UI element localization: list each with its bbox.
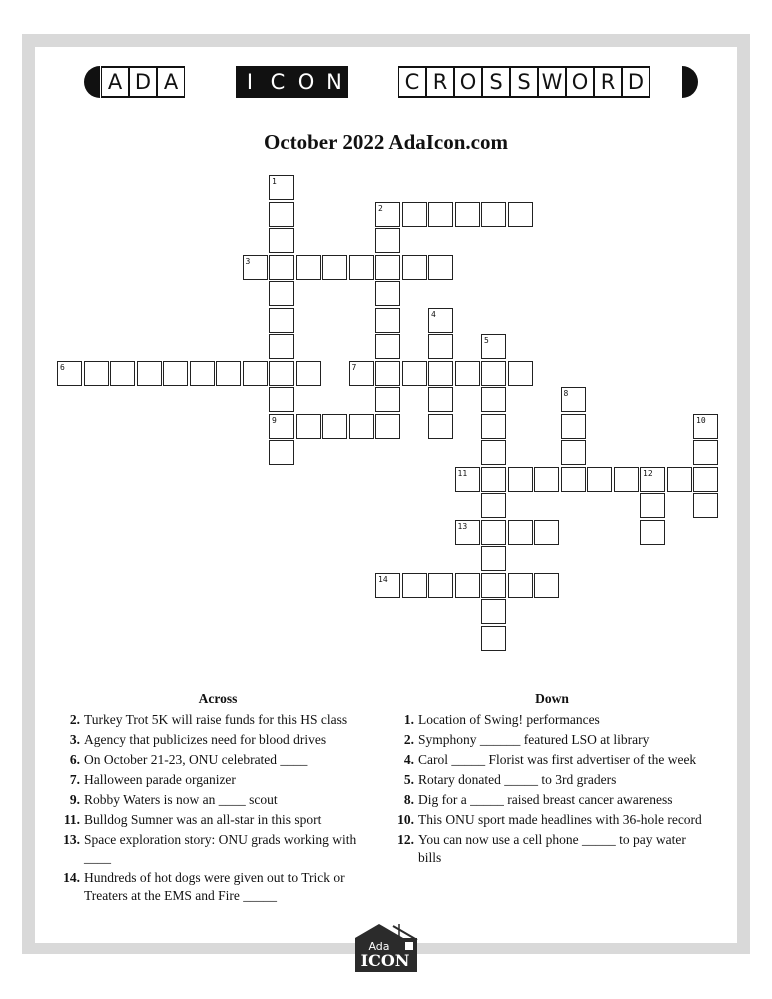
cell-number: 14 bbox=[378, 574, 388, 584]
down-heading: Down bbox=[535, 691, 569, 706]
banner-letter: D bbox=[130, 68, 156, 96]
banner-letter: C bbox=[399, 68, 425, 96]
clue-number: 3. bbox=[69, 732, 80, 747]
crossword-cell[interactable] bbox=[508, 520, 533, 545]
crossword-cell[interactable] bbox=[693, 414, 718, 439]
clue-number: 13. bbox=[63, 832, 80, 847]
crossword-cell[interactable] bbox=[455, 361, 480, 386]
crossword-cell[interactable] bbox=[534, 573, 559, 598]
crossword-cell[interactable] bbox=[269, 308, 294, 333]
clue-number: 6. bbox=[69, 752, 80, 767]
down-clue bbox=[392, 811, 712, 829]
crossword-cell[interactable] bbox=[402, 361, 427, 386]
crossword-cell[interactable] bbox=[428, 361, 453, 386]
crossword-cell[interactable] bbox=[640, 520, 665, 545]
crossword-cell[interactable] bbox=[269, 387, 294, 412]
crossword-cell[interactable] bbox=[269, 414, 294, 439]
banner-letter: S bbox=[483, 68, 509, 96]
crossword-cell[interactable] bbox=[57, 361, 82, 386]
crossword-cell[interactable] bbox=[428, 573, 453, 598]
crossword-cell[interactable] bbox=[481, 520, 506, 545]
clue-text: Agency that publicizes need for blood drives bbox=[84, 732, 327, 747]
banner-letter: W bbox=[539, 68, 565, 96]
crossword-cell[interactable] bbox=[375, 308, 400, 333]
clue-text: Bulldog Sumner was an all-star in this sport bbox=[84, 812, 322, 827]
clue-text: Robby Waters is now an ____ scout bbox=[84, 792, 278, 807]
crossword-cell[interactable] bbox=[561, 440, 586, 465]
crossword-cell[interactable] bbox=[269, 334, 294, 359]
clue-text: Location of Swing! performances bbox=[418, 712, 600, 727]
crossword-cell[interactable] bbox=[481, 599, 506, 624]
crossword-cell[interactable] bbox=[375, 334, 400, 359]
across-clue bbox=[58, 731, 378, 749]
crossword-cell[interactable] bbox=[455, 202, 480, 227]
down-clue bbox=[392, 731, 712, 749]
crossword-cell[interactable] bbox=[481, 440, 506, 465]
banner-letter: S bbox=[511, 68, 537, 96]
logo-ada-text: Ada bbox=[368, 940, 390, 953]
clue-number: 1. bbox=[403, 712, 414, 727]
across-clue bbox=[58, 711, 378, 729]
crossword-cell[interactable] bbox=[481, 414, 506, 439]
crossword-cell[interactable] bbox=[561, 387, 586, 412]
banner-letter: A bbox=[102, 68, 128, 96]
crossword-cell[interactable] bbox=[481, 493, 506, 518]
clue-text: Symphony ______ featured LSO at library bbox=[418, 732, 650, 747]
crossword-cell[interactable] bbox=[693, 493, 718, 518]
clue-number: 2. bbox=[69, 712, 80, 727]
crossword-cell[interactable] bbox=[614, 467, 639, 492]
crossword-cell[interactable] bbox=[455, 573, 480, 598]
banner-letter: I bbox=[236, 68, 264, 96]
crossword-cell[interactable] bbox=[349, 255, 374, 280]
across-clue bbox=[58, 831, 378, 867]
crossword-cell[interactable] bbox=[402, 255, 427, 280]
clue-number: 8. bbox=[403, 792, 414, 807]
crossword-cell[interactable] bbox=[375, 255, 400, 280]
banner-letter: O bbox=[292, 68, 320, 96]
banner-letter: D bbox=[623, 68, 649, 96]
crossword-cell[interactable] bbox=[375, 281, 400, 306]
crossword-cell[interactable] bbox=[481, 626, 506, 651]
crossword-cell[interactable] bbox=[481, 573, 506, 598]
crossword-cell[interactable] bbox=[428, 334, 453, 359]
down-clue bbox=[392, 711, 712, 729]
clue-number: 9. bbox=[69, 792, 80, 807]
banner-letter: C bbox=[264, 68, 292, 96]
cell-number: 13 bbox=[457, 521, 468, 531]
cell-number: 3 bbox=[245, 256, 251, 266]
clue-text: Space exploration story: ONU grads working with ____ bbox=[84, 832, 357, 865]
clue-text: Dig for a _____ raised breast cancer awareness bbox=[418, 792, 673, 807]
crossword-cell[interactable] bbox=[375, 202, 400, 227]
crossword-cell[interactable] bbox=[243, 361, 268, 386]
clue-number: 12. bbox=[397, 832, 414, 847]
crossword-cell[interactable] bbox=[508, 467, 533, 492]
logo-icon-text: ICON bbox=[360, 951, 410, 970]
across-clue bbox=[58, 869, 378, 905]
crossword-cell[interactable] bbox=[667, 467, 692, 492]
crossword-cell[interactable] bbox=[693, 467, 718, 492]
crossword-cell[interactable] bbox=[349, 414, 374, 439]
ada-icon-logo bbox=[353, 920, 419, 972]
clue-text: Hundreds of hot dogs were given out to Trick or Treaters at the EMS and Fire _____ bbox=[84, 870, 345, 903]
crossword-cell[interactable] bbox=[534, 467, 559, 492]
cell-number: 9 bbox=[272, 415, 277, 425]
down-clue bbox=[392, 831, 712, 867]
banner-letter: O bbox=[567, 68, 593, 96]
crossword-cell[interactable] bbox=[163, 361, 188, 386]
banner-letter: R bbox=[595, 68, 621, 96]
clue-text: On October 21-23, ONU celebrated ____ bbox=[84, 752, 308, 767]
crossword-cell[interactable] bbox=[84, 361, 109, 386]
crossword-cell[interactable] bbox=[269, 361, 294, 386]
crossword-cell[interactable] bbox=[216, 361, 241, 386]
across-heading: Across bbox=[198, 691, 238, 706]
clue-text: Carol _____ Florist was first advertiser of the week bbox=[418, 752, 697, 767]
crossword-cell[interactable] bbox=[402, 202, 427, 227]
crossword-cell[interactable] bbox=[375, 228, 400, 253]
crossword-cell[interactable] bbox=[481, 467, 506, 492]
crossword-cell[interactable] bbox=[428, 308, 453, 333]
crossword-cell[interactable] bbox=[508, 361, 533, 386]
crossword-cell[interactable] bbox=[561, 467, 586, 492]
crossword-cell[interactable] bbox=[508, 202, 533, 227]
crossword-cell[interactable] bbox=[561, 414, 586, 439]
crossword-cell[interactable] bbox=[375, 387, 400, 412]
clue-number: 10. bbox=[397, 812, 414, 827]
crossword-cell[interactable] bbox=[243, 255, 268, 280]
down-clue bbox=[392, 771, 712, 789]
crossword-cell[interactable] bbox=[375, 414, 400, 439]
crossword-cell[interactable] bbox=[481, 546, 506, 571]
crossword-cell[interactable] bbox=[640, 467, 665, 492]
crossword-cell[interactable] bbox=[296, 255, 321, 280]
across-clue bbox=[58, 751, 378, 769]
crossword-cell[interactable] bbox=[296, 361, 321, 386]
crossword-cell[interactable] bbox=[269, 202, 294, 227]
across-clue bbox=[58, 791, 378, 809]
clue-number: 11. bbox=[63, 812, 80, 827]
crossword-cell[interactable] bbox=[375, 361, 400, 386]
banner-letter: N bbox=[320, 68, 348, 96]
clue-text: Turkey Trot 5K will raise funds for this HS class bbox=[84, 712, 348, 727]
crossword-cell[interactable] bbox=[428, 414, 453, 439]
clue-number: 14. bbox=[63, 870, 80, 885]
crossword-cell[interactable] bbox=[428, 255, 453, 280]
crossword-cell[interactable] bbox=[322, 255, 347, 280]
banner-letter: O bbox=[455, 68, 481, 96]
cell-number: 12 bbox=[643, 468, 653, 478]
crossword-cell[interactable] bbox=[349, 361, 374, 386]
cell-number: 6 bbox=[60, 362, 65, 372]
cell-number: 7 bbox=[351, 362, 357, 372]
cell-number: 2 bbox=[378, 203, 383, 213]
clue-number: 2. bbox=[403, 732, 414, 747]
crossword-cell[interactable] bbox=[693, 440, 718, 465]
cell-number: 10 bbox=[696, 415, 706, 425]
down-clues bbox=[392, 690, 712, 869]
crossword-cell[interactable] bbox=[587, 467, 612, 492]
clue-text: This ONU sport made headlines with 36-hole record bbox=[418, 812, 702, 827]
clue-text: Halloween parade organizer bbox=[84, 772, 236, 787]
banner-letter: R bbox=[427, 68, 453, 96]
crossword-cell[interactable] bbox=[269, 281, 294, 306]
cell-number: 5 bbox=[484, 336, 489, 345]
crossword-cell[interactable] bbox=[481, 334, 506, 359]
crossword-cell[interactable] bbox=[481, 202, 506, 227]
crossword-cell[interactable] bbox=[508, 573, 533, 598]
clue-number: 4. bbox=[403, 752, 414, 767]
crossword-cell[interactable] bbox=[455, 520, 480, 545]
across-clues bbox=[58, 690, 378, 907]
clue-text: Rotary donated _____ to 3rd graders bbox=[418, 772, 617, 787]
crossword-cell[interactable] bbox=[481, 387, 506, 412]
banner-letter: A bbox=[158, 68, 184, 96]
cell-number: 1 bbox=[272, 177, 277, 186]
cell-number: 4 bbox=[431, 309, 436, 319]
crossword-cell[interactable] bbox=[296, 414, 321, 439]
crossword-cell[interactable] bbox=[322, 414, 347, 439]
crossword-cell[interactable] bbox=[375, 573, 400, 598]
across-clue bbox=[58, 811, 378, 829]
down-clue bbox=[392, 791, 712, 809]
crossword-cell[interactable] bbox=[137, 361, 162, 386]
cell-number: 8 bbox=[563, 389, 569, 398]
crossword-cell[interactable] bbox=[110, 361, 135, 386]
crossword-cell[interactable] bbox=[269, 175, 294, 200]
cell-number: 11 bbox=[457, 468, 468, 478]
page-title: October 2022 AdaIcon.com bbox=[263, 130, 508, 154]
crossword-cell[interactable] bbox=[428, 387, 453, 412]
crossword-cell[interactable] bbox=[190, 361, 215, 386]
crossword-cell[interactable] bbox=[640, 493, 665, 518]
crossword-cell[interactable] bbox=[481, 361, 506, 386]
crossword-cell[interactable] bbox=[428, 202, 453, 227]
crossword-cell[interactable] bbox=[269, 255, 294, 280]
clue-text: You can now use a cell phone _____ to pay water bills bbox=[418, 832, 686, 865]
clue-number: 5. bbox=[403, 772, 414, 787]
crossword-cell[interactable] bbox=[269, 228, 294, 253]
crossword-cell[interactable] bbox=[455, 467, 480, 492]
down-clue bbox=[392, 751, 712, 769]
crossword-cell[interactable] bbox=[269, 440, 294, 465]
crossword-cell[interactable] bbox=[402, 573, 427, 598]
clue-number: 7. bbox=[69, 772, 80, 787]
crossword-cell[interactable] bbox=[534, 520, 559, 545]
across-clue bbox=[58, 771, 378, 789]
